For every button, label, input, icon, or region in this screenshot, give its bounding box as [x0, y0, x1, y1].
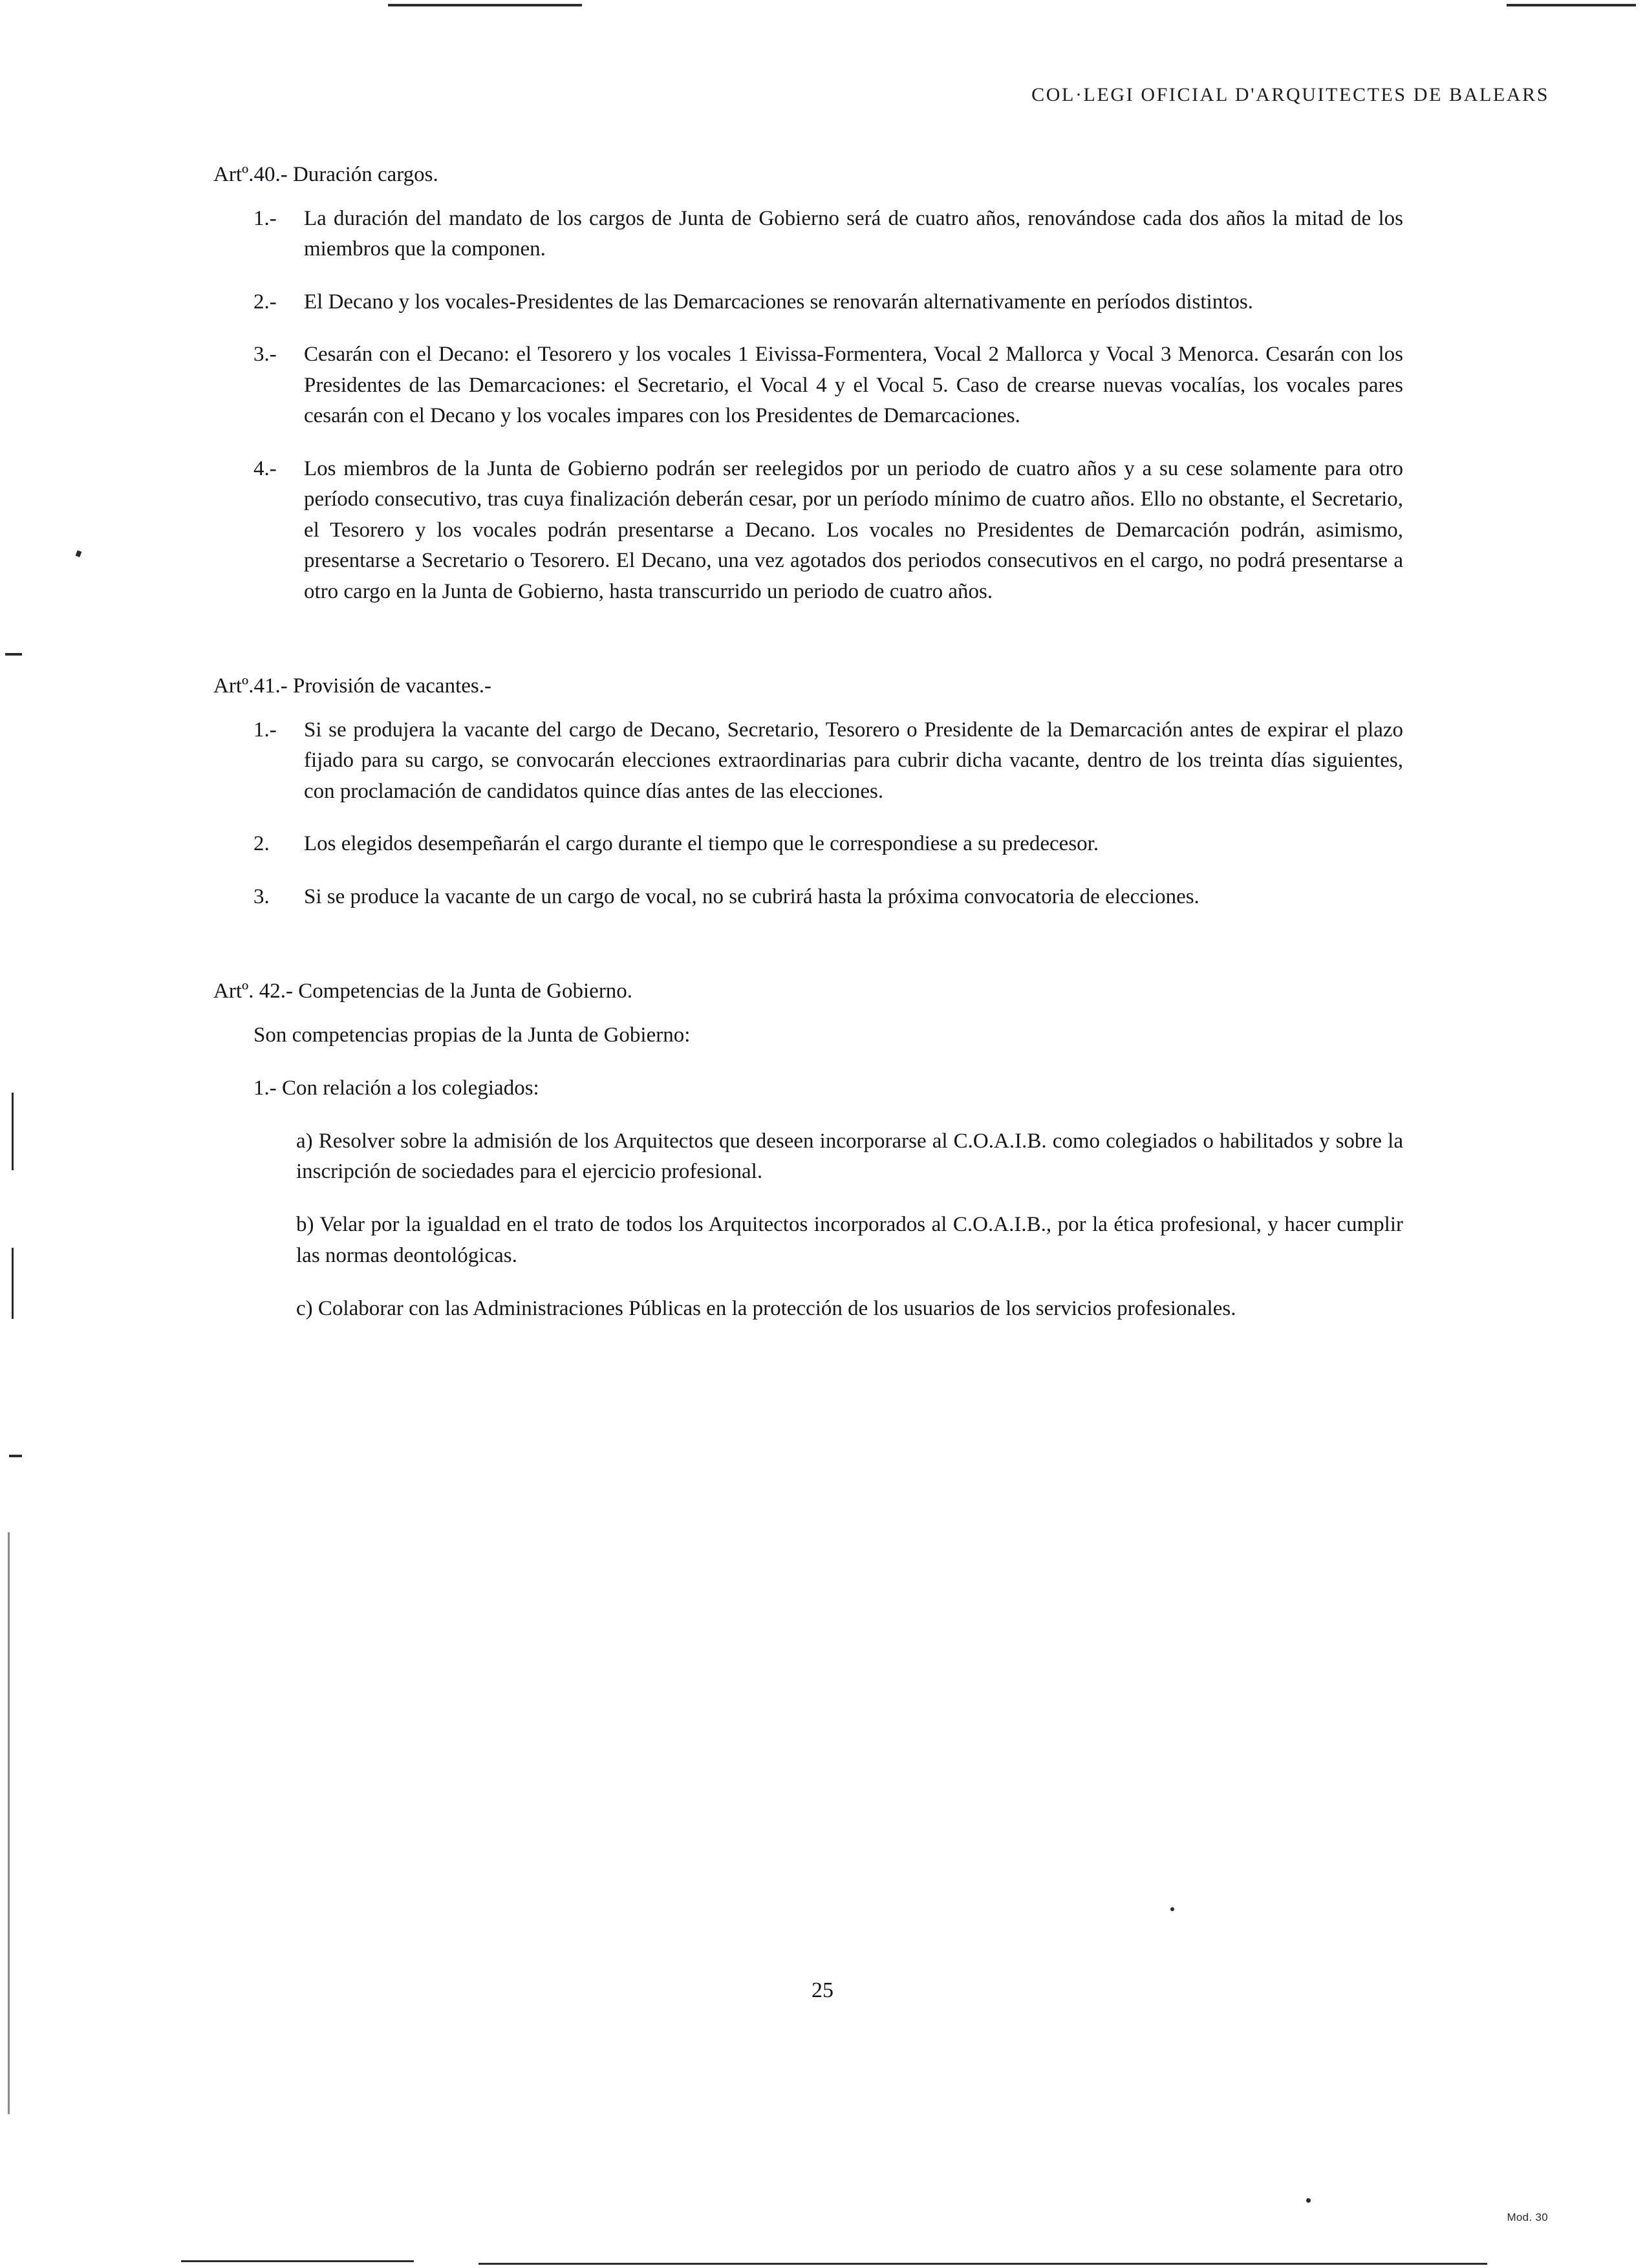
scan-edge-mark: [5, 653, 22, 656]
article-heading-42: Artº. 42.- Competencias de la Junta de Gobierno.: [213, 979, 633, 1003]
scan-edge-mark: [9, 1455, 22, 1457]
scan-edge-mark: [12, 1248, 14, 1319]
list-item: [213, 882, 1403, 913]
lettered-item-c: c) Colaborar con las Administraciones Públicas en la protección de los usuarios de los servicios profesionales.: [296, 1296, 1236, 1320]
list-item-text: Cesarán con el Decano: el Tesorero y los vocales 1 Eivissa-Formentera, Vocal 2 Mallorca y Vocal 3 Menorca. Cesarán con los Presidentes de las Demarcaciones: el Secretario, el Vocal 4 y el Vocal 5. Caso de crearse nuevas vocalías, los vocales pares cesarán con el Decano y los vocales impares con los Presidentes de Demarcaciones.: [304, 343, 1403, 428]
list-item: [213, 454, 1403, 608]
list-item-text: La duración del mandato de los cargos de Junta de Gobierno será de cuatro años, renovándose cada dos años la mitad de los miembros que la componen.: [304, 206, 1403, 261]
section-spacer: [213, 934, 1403, 977]
scan-edge-mark: [478, 2263, 1487, 2265]
article-heading-40: Artº.40.- Duración cargos.: [213, 163, 438, 186]
list-item-text: El Decano y los vocales-Presidentes de las Demarcaciones se renovarán alternativamente en períodos distintos.: [304, 290, 1253, 314]
list-item-number: 3.: [253, 884, 270, 908]
list-item-number: 1.-: [253, 206, 277, 230]
document-header-institution: COL·LEGI OFICIAL D'ARQUITECTES DE BALEARS: [1031, 84, 1549, 105]
list-item-number: 2.-: [253, 290, 277, 314]
list-item: [213, 287, 1403, 318]
scan-edge-mark: [181, 2260, 414, 2262]
section-spacer: [213, 629, 1403, 672]
scan-speck: [1170, 1907, 1174, 1911]
page-number: 25: [812, 1978, 833, 2002]
form-mod-label: Mod. 30: [1507, 2211, 1548, 2223]
article-subheading-42-1: 1.- Con relación a los colegiados:: [253, 1076, 539, 1100]
list-item-number: 3.-: [253, 343, 277, 367]
list-item-text: Los elegidos desempeñarán el cargo durante el tiempo que le correspondiese a su predecesor.: [304, 832, 1099, 856]
list-item-number: 2.: [253, 832, 270, 856]
list-item-text: Si se produce la vacante de un cargo de vocal, no se cubrirá hasta la próxima convocatoria de elecciones.: [304, 884, 1199, 908]
article-intro-42: Son competencias propias de la Junta de Gobierno:: [253, 1023, 691, 1047]
list-item-text: Si se produjera la vacante del cargo de Decano, Secretario, Tesorero o Presidente de la Demarcación antes de expirar el plazo fijado para su cargo, se convocarán elecciones extraordinarias para cubrir dicha vacante, dentro de los treinta días siguientes, con proclamación de candidatos quince días antes de las elecciones.: [304, 718, 1403, 803]
list-item-number: 4.-: [253, 456, 277, 480]
scan-edge-mark: [1507, 4, 1636, 6]
scan-edge-mark: [12, 1093, 14, 1170]
list-item: [213, 715, 1403, 808]
lettered-item-a: a) Resolver sobre la admisión de los Arquitectos que deseen incorporarse al C.O.A.I.B. como colegiados o habilitados y sobre la inscripción de sociedades para el ejercicio profesional.: [296, 1129, 1403, 1184]
scan-speck: [1306, 2198, 1311, 2203]
lettered-item-b: b) Velar por la igualdad en el trato de todos los Arquitectos incorporados al C.O.A.I.B., por la ética profesional, y hacer cumplir las normas deontológicas.: [296, 1213, 1403, 1268]
list-item: [213, 339, 1403, 432]
scan-speck: [76, 550, 82, 557]
list-item-text: Los miembros de la Junta de Gobierno podrán ser reelegidos por un periodo de cuatro años y a su cese solamente para otro período consecutivo, tras cuya finalización deberán cesar, por un período mínimo de cuatro años. Ello no obstante, el Secretario, el Tesorero y los vocales podrán presentarse a Decano. Los vocales no Presidentes de Demarcación podrán, asimismo, presentarse a Secretario o Tesorero. El Decano, una vez agotados dos periodos consecutivos en el cargo, no podrá presentarse a otro cargo en la Junta de Gobierno, hasta transcurrido un periodo de cuatro años.: [304, 456, 1403, 603]
article-heading-41: Artº.41.- Provisión de vacantes.-: [213, 674, 491, 698]
list-item-number: 1.-: [253, 718, 277, 742]
list-item: [213, 204, 1403, 265]
document-body: [213, 160, 1403, 1347]
scan-edge-mark: [8, 1532, 10, 2114]
list-item: [213, 829, 1403, 860]
scan-edge-mark: [388, 4, 582, 6]
